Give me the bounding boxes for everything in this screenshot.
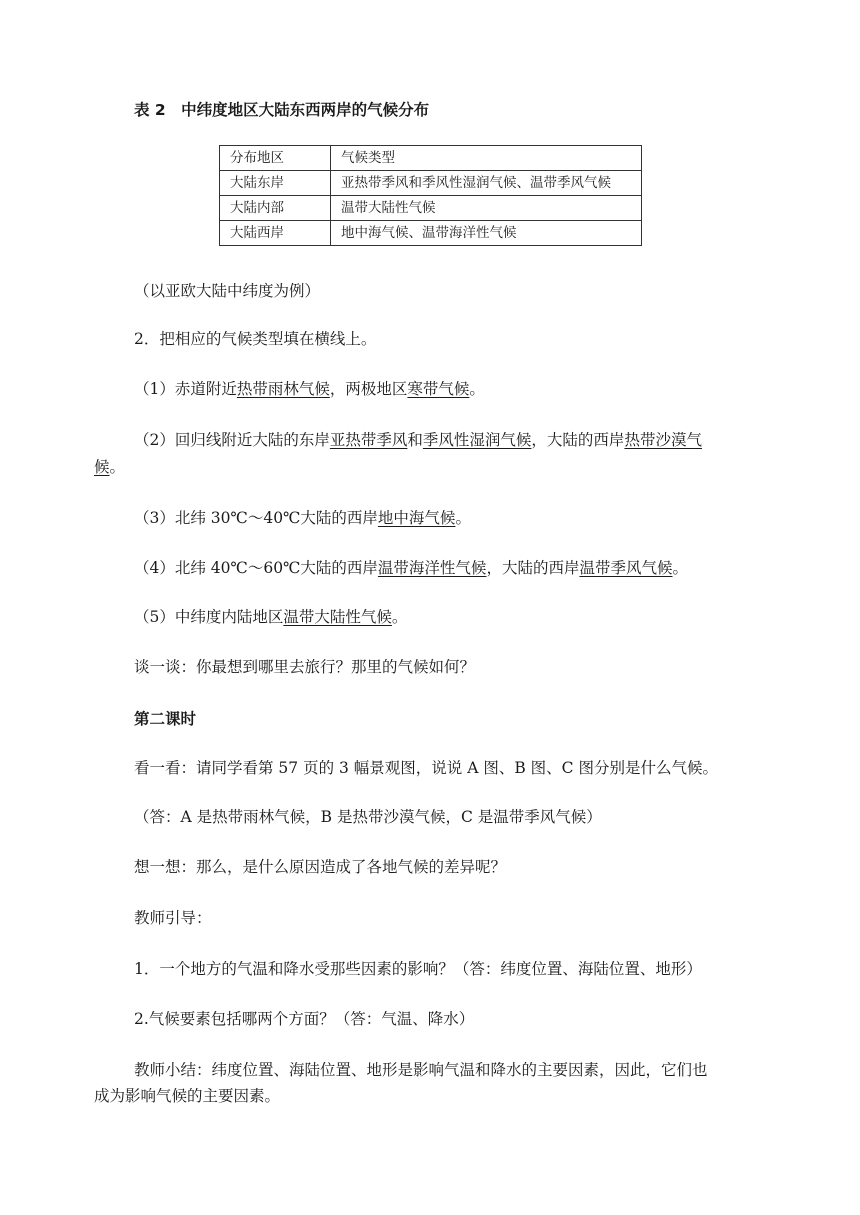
answer-blank: 候 xyxy=(94,458,110,476)
table-header-cell: 分布地区 xyxy=(220,146,331,171)
answer-blank: 寒带气候 xyxy=(407,380,470,398)
item-text: 。 xyxy=(469,380,485,398)
item-text: ，大陆的西岸 xyxy=(486,559,580,577)
table-cell: 大陆西岸 xyxy=(220,221,331,246)
look-answer: （答：A 是热带雨林气候，B 是热带沙漠气候，C 是温带季风气候） xyxy=(134,808,602,826)
answer-blank: 亚热带季风 xyxy=(329,431,408,449)
item-text: （1）赤道附近 xyxy=(134,380,237,398)
item-text: ，大陆的西岸 xyxy=(531,431,625,449)
item-text: 。 xyxy=(391,608,408,626)
item-text: （5）中纬度内陆地区 xyxy=(134,608,284,626)
guide-question-2: 2.气候要素包括哪两个方面？（答：气温、降水） xyxy=(134,1010,475,1028)
answer-blank: 温带海洋性气候 xyxy=(377,559,487,577)
item-4 xyxy=(134,557,688,579)
answer-blank: 温带季风气候 xyxy=(579,559,673,577)
answer-blank: 热带沙漠气 xyxy=(624,431,702,449)
item-text: ，两极地区 xyxy=(329,380,408,398)
item-text: 和 xyxy=(407,431,423,449)
think-prompt: 想一想：那么，是什么原因造成了各地气候的差异呢？ xyxy=(134,858,507,876)
item-text: （3）北纬 30℃～40℃大陆的西岸 xyxy=(134,509,378,527)
teacher-guide-heading: 教师引导： xyxy=(134,909,212,927)
table-cell: 温带大陆性气候 xyxy=(331,196,642,221)
table-caption: 表 2 中纬度地区大陆东西两岸的气候分布 xyxy=(134,101,430,119)
item-text: 。 xyxy=(455,509,471,527)
question-2-title: 2．把相应的气候类型填在横线上。 xyxy=(134,330,377,348)
table-row xyxy=(220,171,642,196)
table-header-cell: 气候类型 xyxy=(331,146,642,171)
answer-blank: 季风性湿润气候 xyxy=(422,431,532,449)
item-2-continued xyxy=(94,456,125,478)
table-cell: 大陆内部 xyxy=(220,196,331,221)
answer-blank: 地中海气候 xyxy=(377,509,456,527)
item-1 xyxy=(134,378,485,400)
table-cell: 地中海气候、温带海洋性气候 xyxy=(331,221,642,246)
table-header-row xyxy=(220,146,642,171)
item-5 xyxy=(134,606,407,628)
answer-blank: 温带大陆性气候 xyxy=(283,608,392,626)
item-text: （4）北纬 40℃～60℃大陆的西岸 xyxy=(134,559,378,577)
table-row xyxy=(220,221,642,246)
lesson-heading: 第二课时 xyxy=(134,710,197,728)
table-cell: 大陆东岸 xyxy=(220,171,331,196)
look-prompt: 看一看：请同学看第 57 页的 3 幅景观图，说说 A 图、B 图、C 图分别是什么气候。 xyxy=(134,759,718,777)
teacher-summary-line-1: 教师小结：纬度位置、海陆位置、地形是影响气温和降水的主要因素，因此，它们也 xyxy=(134,1061,708,1079)
talk-prompt: 谈一谈：你最想到哪里去旅行？那里的气候如何？ xyxy=(134,658,476,676)
climate-distribution-table xyxy=(219,145,642,246)
table-cell: 亚热带季风和季风性湿润气候、温带季风气候 xyxy=(331,171,642,196)
item-3 xyxy=(134,507,471,529)
table-note: （以亚欧大陆中纬度为例） xyxy=(134,282,321,300)
guide-question-1: 1．一个地方的气温和降水受那些因素的影响？（答：纬度位置、海陆位置、地形） xyxy=(134,960,702,978)
teacher-summary-line-2: 成为影响气候的主要因素。 xyxy=(94,1087,281,1105)
item-text: （2）回归线附近大陆的东岸 xyxy=(134,431,330,449)
answer-blank: 热带雨林气候 xyxy=(236,380,330,398)
item-text: 。 xyxy=(109,458,126,476)
item-2 xyxy=(134,429,702,451)
table-row xyxy=(220,196,642,221)
item-text: 。 xyxy=(672,559,688,577)
